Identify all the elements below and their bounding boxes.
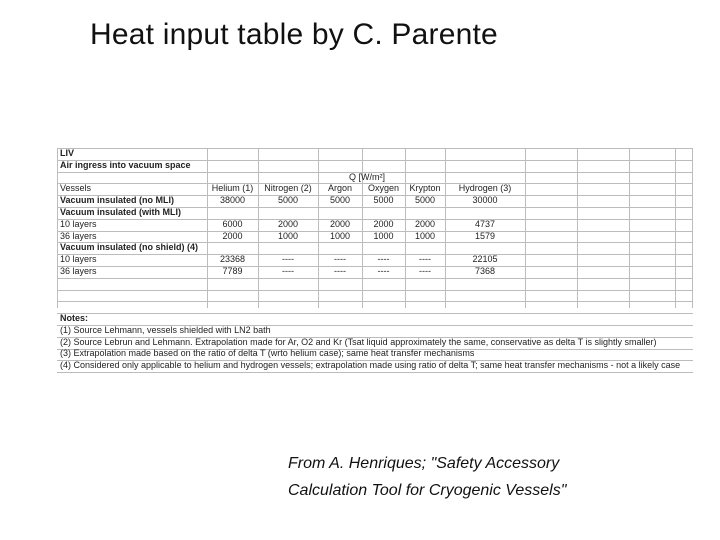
table-row: [57, 231, 537, 243]
table-cell: ----: [282, 254, 294, 265]
table-row: [57, 207, 537, 219]
column-header-vessels: Vessels: [60, 183, 92, 194]
row-label: Vacuum insulated (with MLI): [60, 207, 182, 217]
table-cell: 7368: [474, 266, 496, 276]
grid-line: [57, 301, 693, 302]
table-row: [57, 266, 537, 278]
grid-line: [57, 372, 693, 373]
table-cell: 1579: [474, 230, 496, 241]
table-cell: ----: [334, 254, 346, 265]
table-cell: 5000: [277, 195, 299, 206]
column-header: Argon: [327, 183, 353, 194]
grid-line: [57, 290, 693, 291]
table-cell: 38000: [219, 195, 246, 206]
table-cell: 1000: [414, 230, 436, 241]
unit-label: Q [W/m²]: [349, 171, 385, 182]
table-cell: ----: [377, 266, 390, 276]
table-cell: 2000: [277, 218, 299, 229]
table-cell: ----: [334, 266, 346, 276]
table-cell: 1000: [373, 230, 394, 241]
table-cell: 2000: [373, 218, 394, 229]
note-text: (3) Extrapolation made based on the ratio of delta T (wrto helium case); same heat transfer mechanisms: [60, 348, 475, 359]
unit-row: [57, 172, 527, 184]
table-cell: ----: [419, 266, 431, 276]
slide-title: Heat input table by C. Parente: [90, 18, 498, 51]
table-row: [57, 254, 537, 266]
column-header: Hydrogen (3): [458, 183, 512, 194]
grid-line: [675, 148, 676, 308]
table-cell: ----: [377, 254, 390, 265]
row-label: 36 layers: [60, 266, 97, 276]
section-title: LIV: [60, 148, 75, 158]
heat-input-table: [57, 148, 693, 380]
table-cell: 6000: [222, 218, 243, 229]
table-cell: ----: [419, 254, 431, 265]
table-cell: 1000: [277, 230, 299, 241]
table-cell: 5000: [329, 195, 351, 206]
table-cell: 22105: [472, 254, 498, 265]
notes-title: Notes:: [60, 313, 89, 323]
table-row: [57, 242, 537, 254]
row-label: 36 layers: [60, 230, 97, 241]
grid-line: [629, 148, 630, 308]
grid-line: [57, 148, 693, 149]
row-label: 10 layers: [60, 254, 97, 265]
source-line: From A. Henriques; "Safety Accessory: [288, 455, 560, 472]
table-cell: 2000: [329, 218, 351, 229]
column-header: Nitrogen (2): [264, 183, 312, 194]
grid-line: [577, 148, 578, 308]
table-row: [57, 195, 537, 207]
table-cell: 2000: [222, 230, 243, 241]
column-header: Oxygen: [367, 183, 400, 194]
table-cell: 4737: [474, 218, 496, 229]
table-cell: 5000: [373, 195, 394, 206]
source-line: Calculation Tool for Cryogenic Vessels": [288, 482, 567, 499]
table-cell: 30000: [472, 195, 498, 206]
grid-line: [692, 148, 693, 308]
note-text: (2) Source Lebrun and Lehmann. Extrapolation made for Ar, O2 and Kr (Tsat liquid approximately the same, conservative as delta T is slightly smaller): [60, 336, 657, 347]
table-cell: 7789: [222, 266, 243, 276]
source-citation: [288, 450, 708, 504]
row-label: Vacuum insulated (no MLI): [60, 195, 175, 206]
note-text: (4) Considered only applicable to helium and hydrogen vessels; extrapolation made using ratio of delta T; same heat transfer mechanisms - not a likely case: [60, 360, 681, 371]
table-cell: 5000: [414, 195, 436, 206]
column-header: Helium (1): [211, 183, 254, 194]
table-subtitle: Air ingress into vacuum space: [60, 159, 191, 170]
column-header: Krypton: [409, 183, 441, 194]
row-label: Vacuum insulated (no shield) (4): [60, 242, 199, 253]
grid-line: [57, 278, 693, 279]
table-cell: ----: [282, 266, 294, 276]
row-label: 10 layers: [60, 218, 97, 229]
header-row: [57, 183, 537, 195]
table-cell: 23368: [219, 254, 246, 265]
table-cell: 1000: [329, 230, 351, 241]
grid-line: [57, 313, 693, 314]
table-row: [57, 219, 537, 231]
note-text: (1) Source Lehmann, vessels shielded with LN2 bath: [60, 324, 271, 335]
table-cell: 2000: [414, 218, 436, 229]
